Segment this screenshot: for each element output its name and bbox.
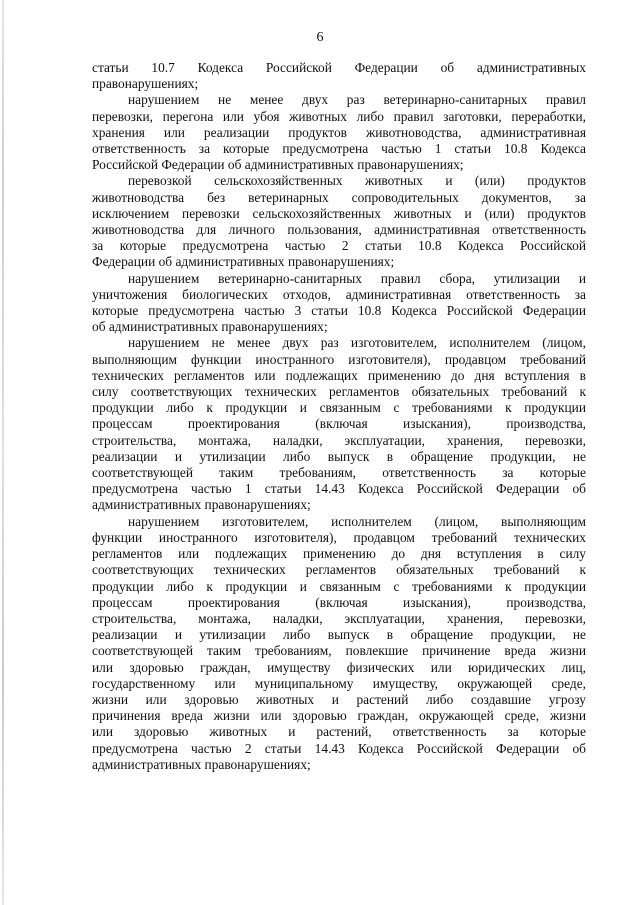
text-line: строительства, монтажа, наладки, эксплуатации, хранения, перевозки, bbox=[92, 610, 586, 626]
text-line: предусмотрена частью 2 статьи 14.43 Кодекса Российской Федерации об bbox=[92, 740, 586, 756]
text-line: ответственность за которые предусмотрена частью 1 статьи 10.8 Кодекса bbox=[92, 141, 586, 157]
text-line: Федерации об административных правонарушениях; bbox=[92, 254, 395, 270]
text-line: соответствующей таким требованиям, повлекшие причинение вреда жизни bbox=[92, 643, 586, 659]
text-line: об административных правонарушениях; bbox=[92, 319, 328, 335]
text-line: силу соответствующих технических регламентов обязательных требований к bbox=[92, 384, 586, 400]
text-line: жизни или здоровью животных и растений либо создавшие угрозу bbox=[92, 691, 586, 707]
text-line: строительства, монтажа, наладки, эксплуатации, хранения, перевозки, bbox=[92, 432, 586, 448]
text-line: перевозки, перегона или убоя животных либо правил заготовки, переработки, bbox=[92, 108, 586, 124]
text-line: причинения вреда жизни или здоровью граждан, окружающей среде, жизни bbox=[92, 708, 586, 724]
text-line: продукции либо к продукции и связанным с требованиями к продукции bbox=[92, 400, 586, 416]
text-line: предусмотрена частью 1 статьи 14.43 Кодекса Российской Федерации об bbox=[92, 481, 586, 497]
text-line: реализации и утилизации либо выпуск в обращение продукции, не bbox=[92, 448, 586, 464]
text-line: выполняющим функции иностранного изготовителя), продавцом требований bbox=[92, 351, 586, 367]
page-number: 6 bbox=[316, 30, 324, 45]
text-line: реализации и утилизации либо выпуск в обращение продукции, не bbox=[92, 627, 586, 643]
text-line: которые предусмотрена частью 3 статьи 10.8 Кодекса Российской Федерации bbox=[92, 303, 586, 319]
text-line: или здоровью животных и растений, ответственность за которые bbox=[92, 724, 586, 740]
text-line: административных правонарушениях; bbox=[92, 497, 311, 513]
text-line: за которые предусмотрена частью 2 статьи 10.8 Кодекса Российской bbox=[92, 238, 586, 254]
text-line: животноводства без ветеринарных сопроводительных документов, за bbox=[92, 189, 586, 205]
text-line: перевозкой сельскохозяйственных животных и (или) продуктов bbox=[128, 173, 586, 189]
document-body bbox=[92, 60, 586, 773]
text-line: животноводства для личного пользования, административная ответственность bbox=[92, 222, 586, 238]
text-line: или здоровью граждан, имуществу физических или юридических лиц, bbox=[92, 659, 586, 675]
text-line: регламентов или подлежащих применению до дня вступления в силу bbox=[92, 546, 586, 562]
text-line: соответствующих технических регламентов обязательных требований к bbox=[92, 562, 586, 578]
text-line: государственному или муниципальному имуществу, окружающей среде, bbox=[92, 675, 586, 691]
text-line: нарушением изготовителем, исполнителем (лицом, выполняющим bbox=[128, 513, 586, 529]
scan-edge-shadow bbox=[2, 0, 4, 905]
text-line: процессам проектирования (включая изыскания), производства, bbox=[92, 594, 586, 610]
text-line: уничтожения биологических отходов, административная ответственность за bbox=[92, 286, 586, 302]
text-line: функции иностранного изготовителя), продавцом требований технических bbox=[92, 529, 586, 545]
text-line: Российской Федерации об административных правонарушениях; bbox=[92, 157, 464, 173]
text-line: нарушением не менее двух раз ветеринарно-санитарных правил bbox=[128, 92, 586, 108]
text-line: технических регламентов или подлежащих применению до дня вступления в bbox=[92, 367, 586, 383]
text-line: нарушением ветеринарно-санитарных правил сбора, утилизации и bbox=[128, 270, 586, 286]
text-line: правонарушениях; bbox=[92, 76, 199, 92]
text-line: продукции либо к продукции и связанным с требованиями к продукции bbox=[92, 578, 586, 594]
text-line: статьи 10.7 Кодекса Российской Федерации об административных bbox=[92, 60, 586, 75]
text-line: административных правонарушениях; bbox=[92, 756, 311, 772]
text-line: исключением перевозки сельскохозяйственных животных и (или) продуктов bbox=[92, 205, 586, 221]
text-line: соответствующей таким требованиям, ответственность за которые bbox=[92, 465, 586, 481]
text-line: хранения или реализации продуктов животноводства, административная bbox=[92, 124, 586, 140]
text-line: нарушением не менее двух раз изготовителем, исполнителем (лицом, bbox=[128, 335, 586, 351]
text-line: процессам проектирования (включая изыскания), производства, bbox=[92, 416, 586, 432]
